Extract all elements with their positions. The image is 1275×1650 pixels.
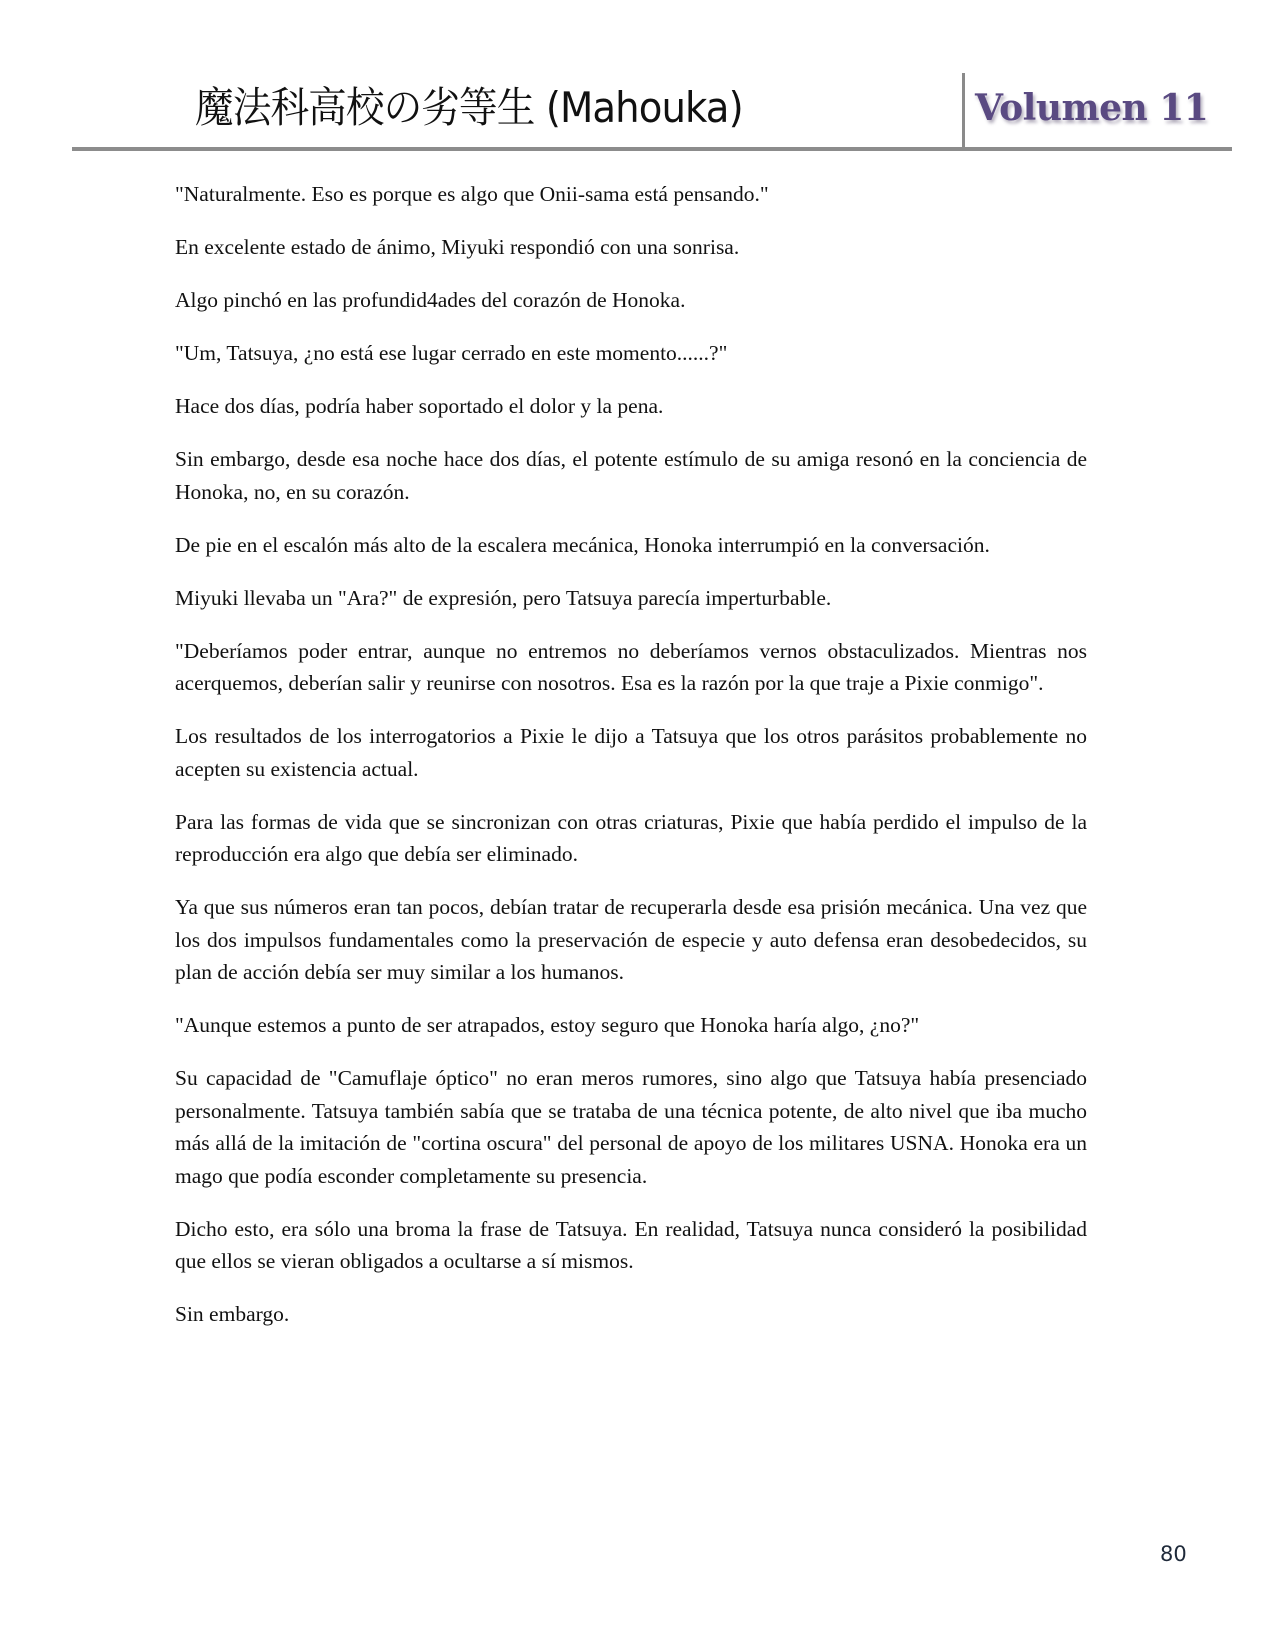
header-title: 魔法科高校の劣等生 (Mahouka): [195, 83, 743, 132]
paragraph: Sin embargo.: [175, 1302, 290, 1326]
paragraph: Los resultados de los interrogatorios a Pixie le dijo a Tatsuya que los otros parásitos probablemente no acepten su existencia actual.: [175, 724, 1087, 781]
paragraph: "Deberíamos poder entrar, aunque no entremos no deberíamos vernos obstaculizados. Mientras nos acerquemos, deberían salir y reunirse con nosotros. Esa es la razón por la que traje a Pixie conmigo".: [175, 638, 1087, 695]
paragraph: "Aunque estemos a punto de ser atrapados, estoy seguro que Honoka haría algo, ¿no?": [175, 1013, 920, 1037]
body-text: [175, 178, 1087, 1351]
paragraph: Su capacidad de "Camuflaje óptico" no eran meros rumores, sino algo que Tatsuya había presenciado personalmente. Tatsuya también sabía que se trataba de una técnica potente, de alto nivel que iba mucho más allá de la imitación de "cortina oscura" del personal de apoyo de los militares USNA. Honoka era un mago que podía esconder completamente su presencia.: [175, 1066, 1087, 1188]
paragraph: "Naturalmente. Eso es porque es algo que Onii-sama está pensando.": [175, 182, 769, 206]
volume-label: Volumen 11: [975, 87, 1209, 129]
paragraph: Dicho esto, era sólo una broma la frase de Tatsuya. En realidad, Tatsuya nunca consideró la posibilidad que ellos se vieran obligados a ocultarse a sí mismos.: [175, 1216, 1087, 1273]
paragraph: En excelente estado de ánimo, Miyuki respondió con una sonrisa.: [175, 235, 740, 259]
paragraph: "Um, Tatsuya, ¿no está ese lugar cerrado en este momento......?": [175, 341, 728, 365]
paragraph: Ya que sus números eran tan pocos, debían tratar de recuperarla desde esa prisión mecánica. Una vez que los dos impulsos fundamentales como la preservación de especie y auto defensa eran desobedecidos, su plan de acción debía ser muy similar a los humanos.: [175, 895, 1087, 984]
paragraph: Miyuki llevaba un "Ara?" de expresión, pero Tatsuya parecía imperturbable.: [175, 585, 832, 610]
paragraph: De pie en el escalón más alto de la escalera mecánica, Honoka interrumpió en la conversación.: [175, 532, 990, 557]
header-divider: [962, 73, 965, 150]
header-rule: [72, 147, 1232, 151]
paragraph: Para las formas de vida que se sincronizan con otras criaturas, Pixie que había perdido el impulso de la reproducción era algo que debía ser eliminado.: [175, 809, 1087, 866]
paragraph: Hace dos días, podría haber soportado el dolor y la pena.: [175, 394, 664, 418]
paragraph: Sin embargo, desde esa noche hace dos días, el potente estímulo de su amiga resonó en la conciencia de Honoka, no, en su corazón.: [175, 447, 1087, 504]
paragraph: Algo pinchó en las profundid4ades del corazón de Honoka.: [175, 288, 686, 312]
page-number: 80: [1160, 1542, 1187, 1566]
